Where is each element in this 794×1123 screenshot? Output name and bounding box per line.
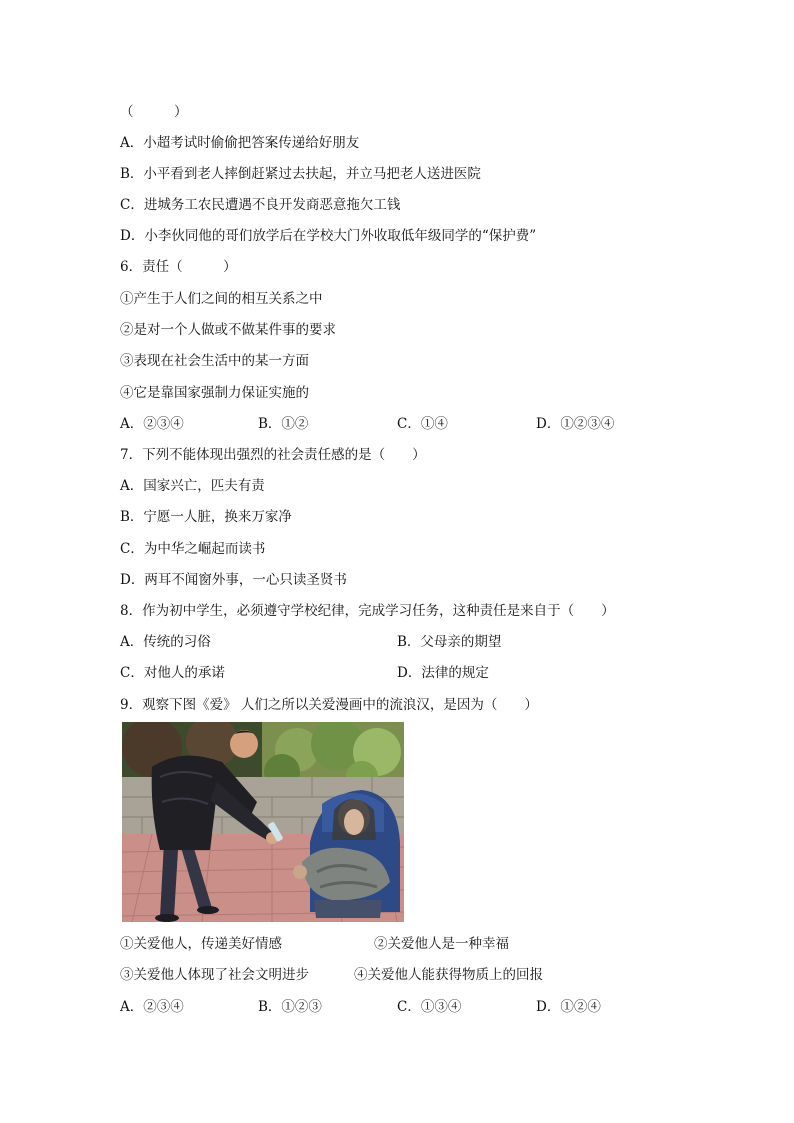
q9-statement-3: ③关爱他人体现了社会文明进步 xyxy=(120,967,309,983)
q9-stem: 9．观察下图《爱》 人们之所以关爱漫画中的流浪汉，是因为（ ） xyxy=(120,697,538,713)
q5-option-b: B．小平看到老人摔倒赶紧过去扶起，并立马把老人送进医院 xyxy=(120,166,481,182)
q7-option-c: C．为中华之崛起而读书 xyxy=(120,541,266,557)
q7-option-a: A．国家兴亡，匹夫有责 xyxy=(120,478,265,494)
q9-photo xyxy=(122,722,404,922)
q6-stem: 6．责任（ ） xyxy=(120,259,237,275)
q6-statement-3: ③表现在社会生活中的某一方面 xyxy=(120,353,309,369)
q8-option-c: C．对他人的承诺 xyxy=(120,665,225,681)
q9-statement-4: ④关爱他人能获得物质上的回报 xyxy=(354,967,543,983)
q9-statement-2: ②关爱他人是一种幸福 xyxy=(374,936,509,952)
q6-option-c: C．①④ xyxy=(397,416,448,432)
q9-option-a: A．②③④ xyxy=(120,999,184,1015)
q6-option-b: B．①② xyxy=(258,416,309,432)
q9-option-d: D．①②④ xyxy=(536,999,601,1015)
q6-statement-2: ②是对一个人做或不做某件事的要求 xyxy=(120,322,336,338)
q5-option-d: D．小李伙同他的哥们放学后在学校大门外收取低年级同学的“保护费” xyxy=(120,228,537,244)
q8-option-b: B．父母亲的期望 xyxy=(397,634,502,650)
q5-answer-blank: （ ） xyxy=(120,104,188,120)
q8-stem: 8．作为初中学生，必须遵守学校纪律，完成学习任务，这种责任是来自于（ ） xyxy=(120,603,615,619)
q5-option-c: C．进城务工农民遭遇不良开发商恶意拖欠工钱 xyxy=(120,197,401,213)
q7-option-d: D．两耳不闻窗外事，一心只读圣贤书 xyxy=(120,572,347,588)
q9-option-b: B．①②③ xyxy=(258,999,322,1015)
q7-stem: 7．下列不能体现出强烈的社会责任感的是（ ） xyxy=(120,447,426,463)
q6-statement-4: ④它是靠国家强制力保证实施的 xyxy=(120,385,309,401)
q7-option-b: B．宁愿一人脏，换来万家净 xyxy=(120,509,292,525)
q8-option-a: A．传统的习俗 xyxy=(120,634,211,650)
q6-statement-1: ①产生于人们之间的相互关系之中 xyxy=(120,291,323,307)
q6-option-d: D．①②③④ xyxy=(536,416,615,432)
q8-option-d: D．法律的规定 xyxy=(397,665,489,681)
q9-statement-1: ①关爱他人，传递美好情感 xyxy=(120,936,282,952)
q9-option-c: C．①③④ xyxy=(397,999,462,1015)
q6-option-a: A．②③④ xyxy=(120,416,184,432)
q5-option-a: A．小超考试时偷偷把答案传递给好朋友 xyxy=(120,135,360,151)
